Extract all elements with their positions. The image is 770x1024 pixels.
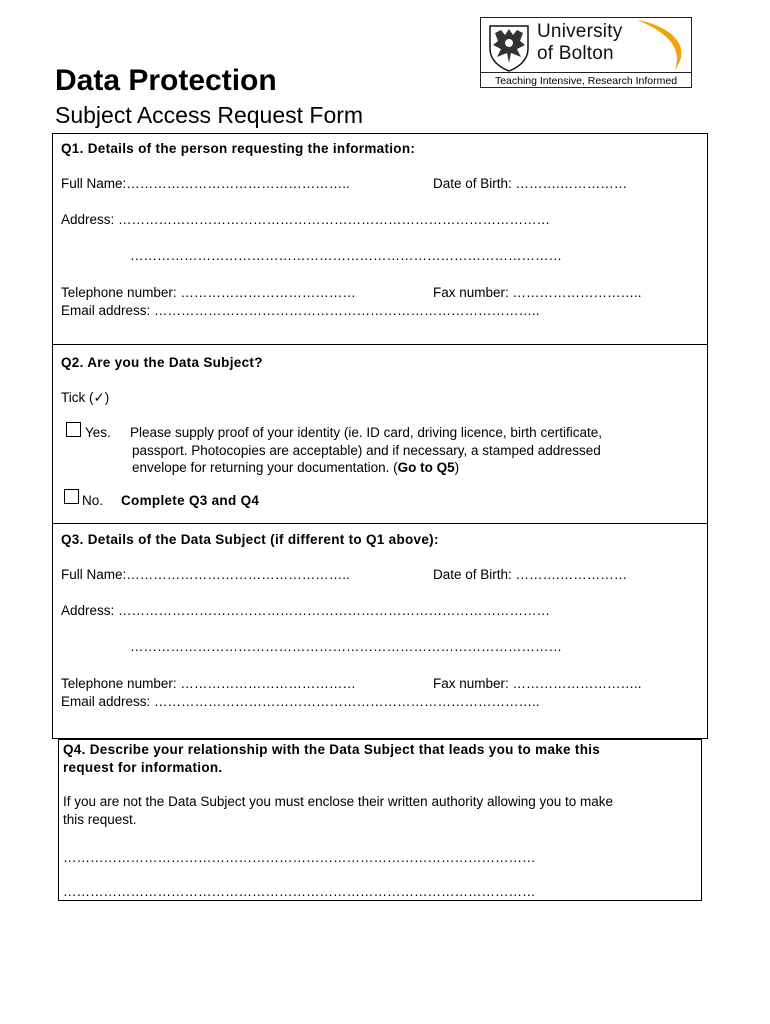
crest-icon — [487, 23, 531, 73]
q1-section — [52, 133, 708, 345]
q4-answer-line2[interactable]: …………………………………………………………………………………………… — [63, 884, 536, 899]
q4-answer-line1[interactable]: …………………………………………………………………………………………… — [63, 850, 536, 865]
no-label: No. — [82, 493, 104, 508]
page-title: Data Protection — [55, 64, 277, 97]
yes-instructions-line1: Please supply proof of your identity (ie. ID card, driving licence, birth certificate, — [130, 425, 602, 440]
logo-wordmark: University of Bolton — [537, 21, 623, 64]
swoosh-icon — [631, 18, 693, 73]
no-checkbox[interactable] — [64, 489, 79, 504]
q1-email-field[interactable]: Email address: ………………………………………………………………………….. — [61, 303, 540, 318]
university-logo — [480, 17, 692, 88]
yes-instructions-line2: passport. Photocopies are acceptable) and if necessary, a stamped addressed — [132, 443, 601, 458]
q4-heading-line2: request for information. — [63, 760, 223, 775]
q1-address-field[interactable]: Address: …………………………………………………………………………………… — [61, 212, 551, 227]
q3-section — [52, 523, 708, 739]
q3-address-field[interactable]: Address: …………………………………………………………………………………… — [61, 603, 551, 618]
yes-checkbox[interactable] — [66, 422, 81, 437]
q3-telephone-field[interactable]: Telephone number: ………………………………… — [61, 676, 356, 691]
q3-email-field[interactable]: Email address: ………………………………………………………………………….. — [61, 694, 540, 709]
q4-heading-line1: Q4. Describe your relationship with the Data Subject that leads you to make this — [63, 742, 601, 757]
q1-address-cont-field[interactable]: …………………………………………………………………………………… — [130, 248, 562, 263]
q2-tick-label: Tick (✓) — [61, 390, 110, 405]
page-subtitle: Subject Access Request Form — [55, 102, 364, 128]
q2-section — [52, 344, 708, 524]
q2-heading: Q2. Are you the Data Subject? — [61, 355, 263, 370]
logo-tagline: Teaching Intensive, Research Informed — [481, 72, 691, 89]
q1-full-name-field[interactable]: Full Name:………………………………………….. — [61, 176, 350, 191]
q4-section — [58, 739, 702, 901]
no-instructions: Complete Q3 and Q4 — [121, 493, 260, 508]
q3-heading: Q3. Details of the Data Subject (if different to Q1 above): — [61, 532, 439, 547]
q4-instructions-line1: If you are not the Data Subject you must enclose their written authority allowing you to make — [63, 794, 614, 809]
q3-address-cont-field[interactable]: …………………………………………………………………………………… — [130, 639, 562, 654]
yes-instructions-line3: envelope for returning your documentation. (Go to Q5) — [132, 460, 460, 475]
q3-fax-field[interactable]: Fax number: ……………………….. — [433, 676, 642, 691]
q1-heading: Q1. Details of the person requesting the information: — [61, 141, 416, 156]
q3-dob-field[interactable]: Date of Birth: ……….…………… — [433, 567, 628, 582]
q1-telephone-field[interactable]: Telephone number: ………………………………… — [61, 285, 356, 300]
yes-label: Yes. — [85, 425, 111, 440]
q4-instructions-line2: this request. — [63, 812, 137, 827]
q3-full-name-field[interactable]: Full Name:………………………………………….. — [61, 567, 350, 582]
q1-fax-field[interactable]: Fax number: ……………………….. — [433, 285, 642, 300]
q1-dob-field[interactable]: Date of Birth: ……….…………… — [433, 176, 628, 191]
